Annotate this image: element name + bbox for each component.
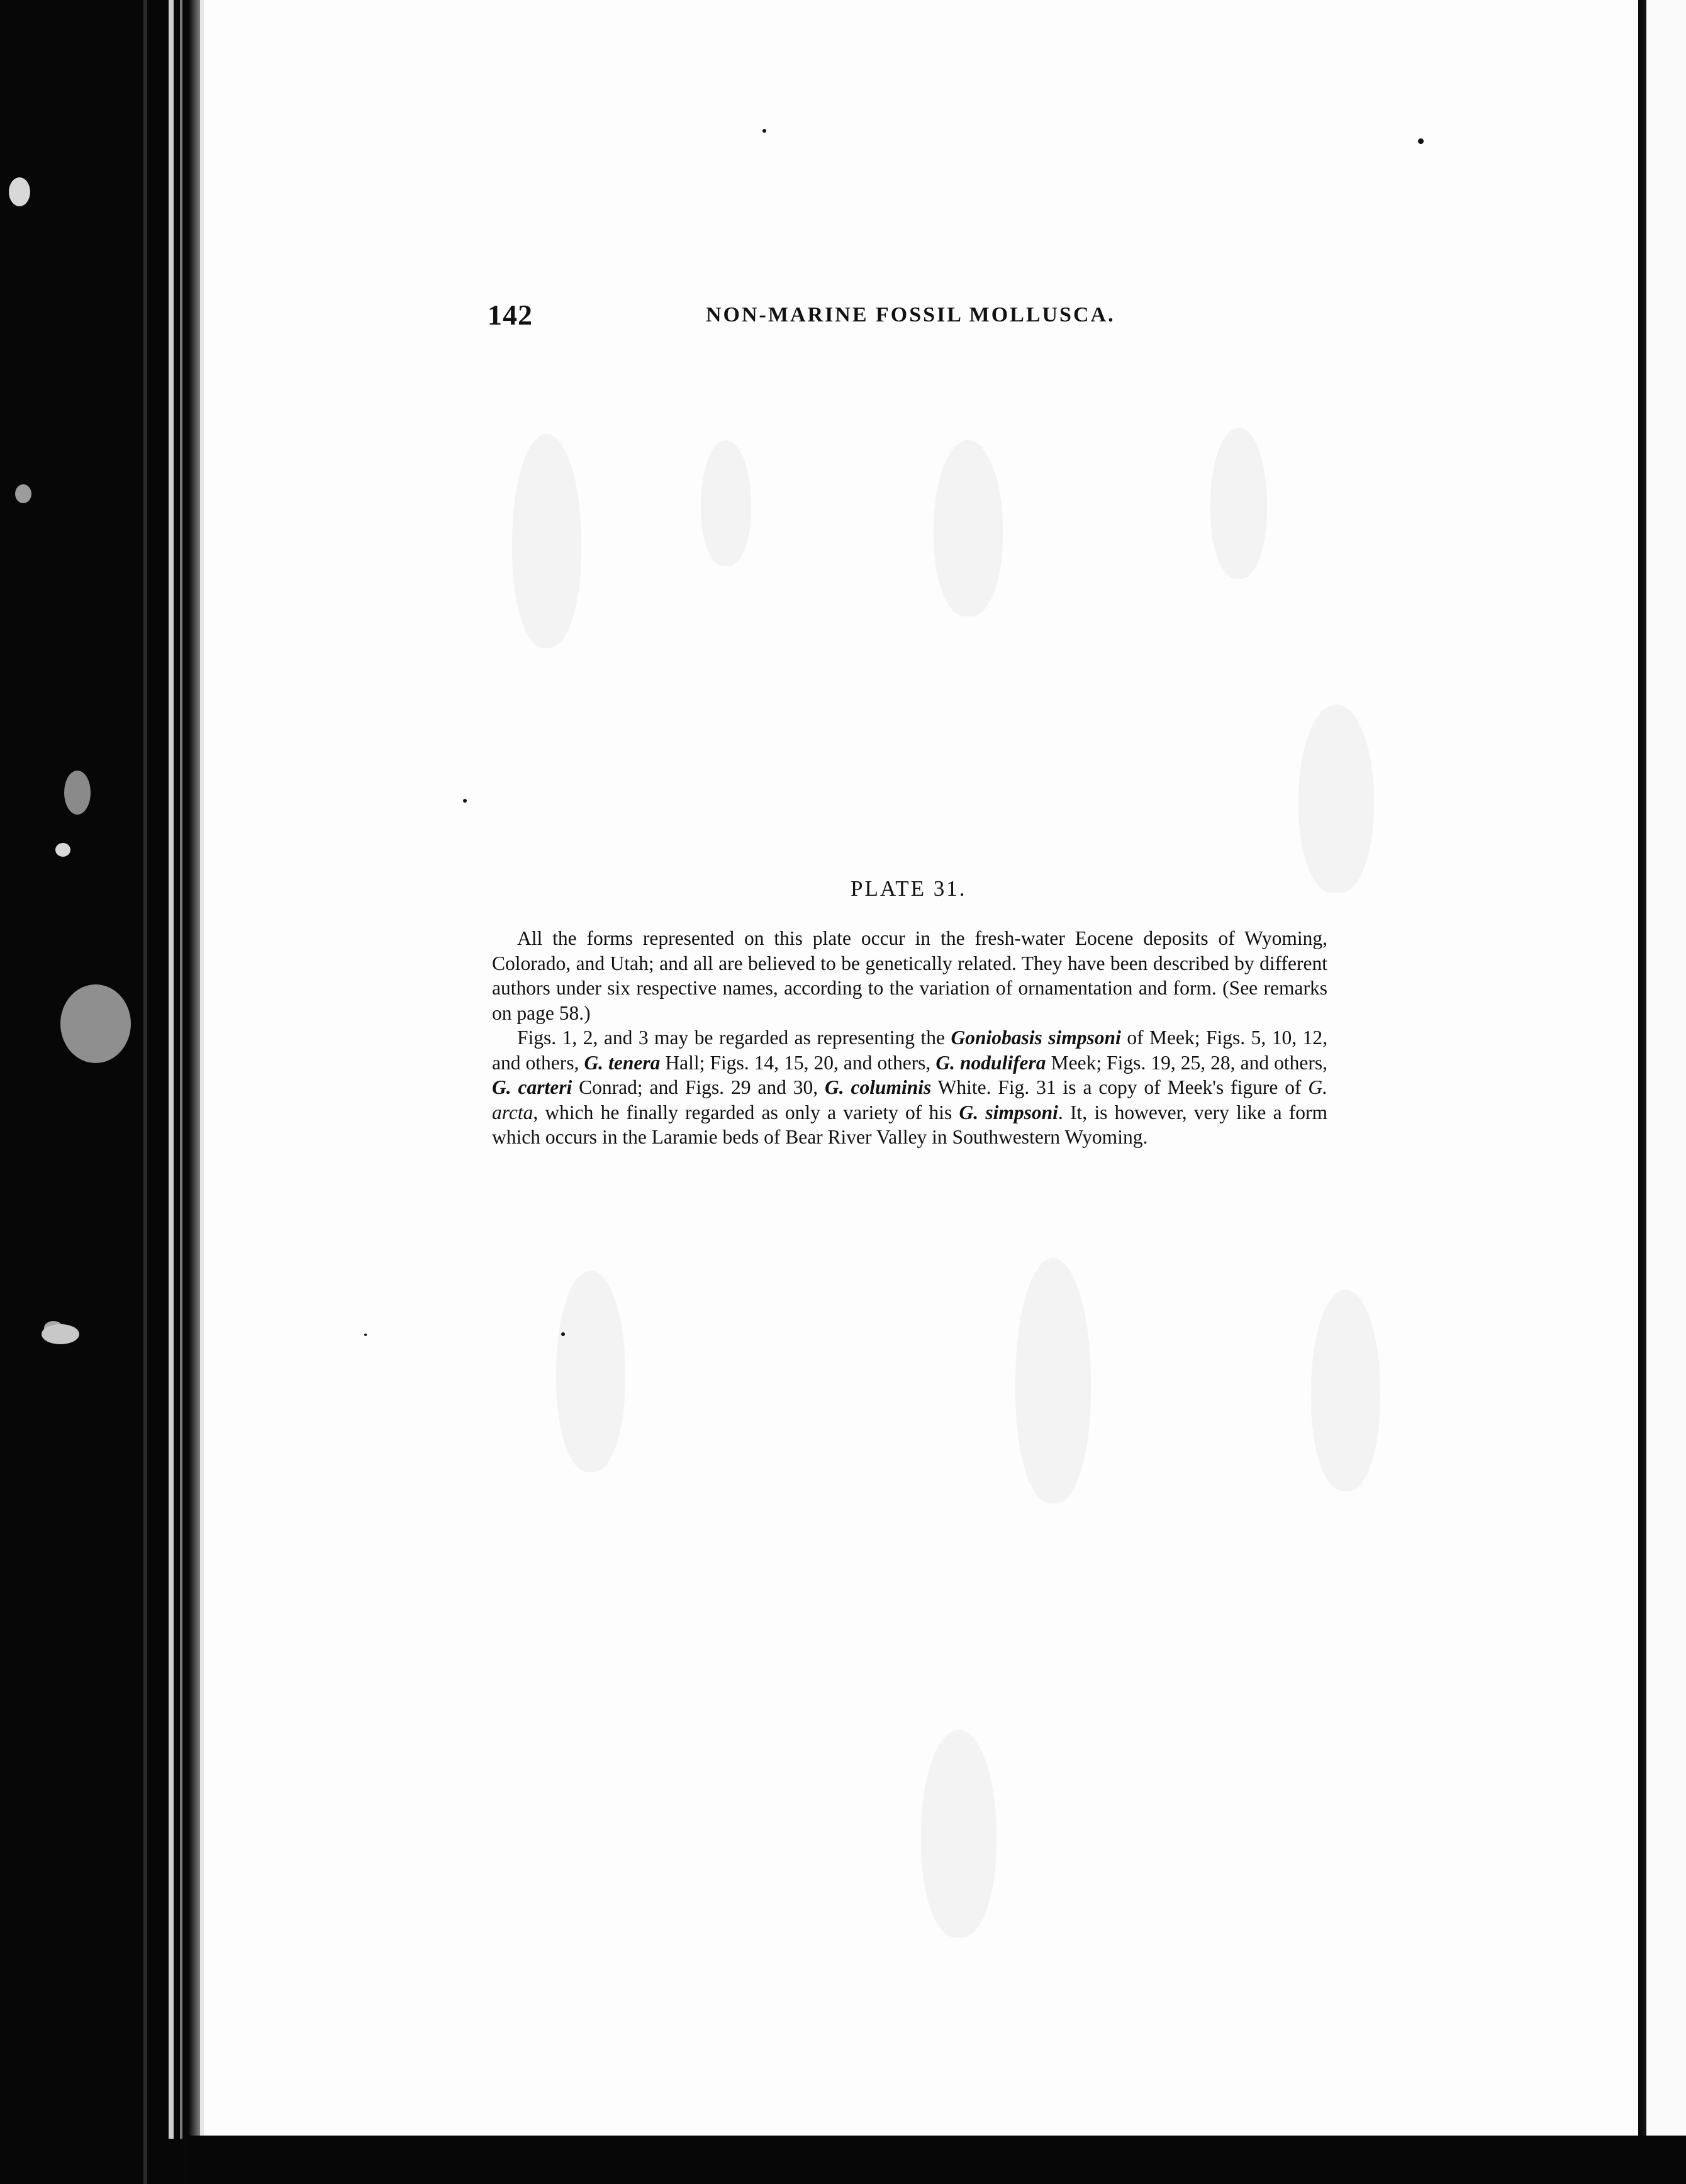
species-name: Goniobasis simpsoni [951,1027,1121,1049]
scan-speck [64,771,91,815]
species-name: G. nodulifera [935,1051,1046,1074]
paragraph-figure-list [492,1025,1327,1150]
plate-description [492,926,1327,1150]
text-run: Meek; Figs. 19, 25, 28, and others, [1046,1051,1327,1074]
bleed-through-figure [512,434,581,648]
scan-speck [60,984,131,1063]
bleed-through-figure [921,1730,997,1937]
scan-dust-mark [561,1332,565,1336]
scan-background-left [0,0,189,2184]
binding-line [143,0,147,2184]
bleed-through-figure [1015,1258,1091,1503]
text-run: Hall; Figs. 14, 15, 20, and others, [660,1051,936,1074]
scan-dust-mark [1418,138,1424,144]
species-name: G. simpsoni [959,1101,1058,1123]
plate-heading: PLATE 31. [851,876,967,901]
scan-speck [55,843,70,857]
text-run: White. Fig. 31 is a copy of Meek's figure of [931,1076,1309,1098]
scan-dust-mark [762,129,766,133]
scan-speck [42,1324,79,1344]
bleed-through-figure [1298,705,1374,893]
scan-speck [15,484,31,503]
paragraph-summary: All the forms represented on this plate occur in the fresh-water Eocene deposits of Wyoming, Colorado, and Utah; and all are believed to be genetically related. They have been described by different authors under six respective names, according to the variation of ornamentation and form. (See remarks on page 58.) [492,927,1327,1024]
scan-dust-mark [463,799,467,803]
text-run: of Meek; Figs. 5, 10, 12, and others, [492,1027,1327,1074]
running-title: NON-MARINE FOSSIL MOLLUSCA. [706,303,1115,326]
species-name: G. columinis [824,1076,932,1098]
bleed-through-figure [556,1271,625,1472]
text-run: , which he finally regarded as only a variety of his [533,1101,959,1123]
scan-background-bottom [189,2136,1686,2184]
bleed-through-figure [934,440,1003,616]
text-run: Figs. 1, 2, and 3 may be regarded as representing the [517,1027,951,1049]
species-name: G. arcta [492,1076,1327,1123]
scan-speck [9,177,30,206]
bleed-through-figure [1311,1290,1380,1491]
species-name: G. tenera [584,1051,661,1074]
binding-line [169,0,174,2139]
text-run: . It, is however, very like a form which occurs in the Laramie beds of Bear River Valley in Southwestern Wyoming. [492,1101,1328,1148]
species-name: G. carteri [492,1076,572,1098]
text-run: Conrad; and Figs. 29 and 30, [572,1076,825,1098]
page-number: 142 [488,299,533,331]
scan-dust-mark [364,1334,367,1336]
bleed-through-figure [1210,428,1267,579]
adjacent-page-edge [1643,0,1686,2136]
bleed-through-figure [701,440,751,566]
binding-line [180,0,182,2139]
